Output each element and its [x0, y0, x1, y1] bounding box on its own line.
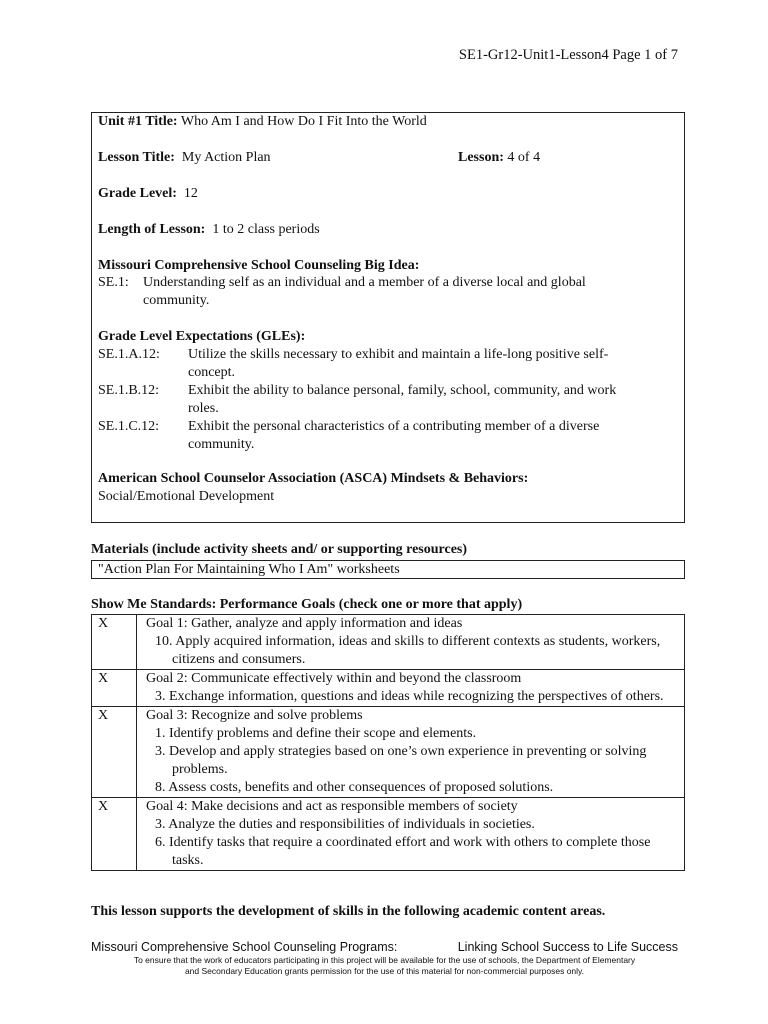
goal-title: Goal 2: Communicate effectively within and beyond the classroom — [146, 671, 522, 686]
grade-level-value: 12 — [183, 186, 198, 201]
table-row — [92, 707, 685, 798]
materials-title: Materials (include activity sheets and/ or supporting resources) — [91, 542, 468, 557]
gle-code: SE.1.A.12: — [98, 347, 160, 362]
footer-tagline: Linking School Success to Life Success — [457, 940, 678, 954]
gle-code: SE.1.B.12: — [98, 383, 160, 398]
unit-title-label: Unit #1 Title: — [98, 114, 178, 129]
grade-level-label: Grade Level: — [98, 186, 177, 201]
asca-label: American School Counselor Association (ASCA) Mindsets & Behaviors: — [98, 471, 529, 486]
materials-box: "Action Plan For Maintaining Who I Am" worksheets — [91, 560, 685, 579]
lesson-length-line — [98, 222, 320, 238]
goal-cell — [137, 798, 685, 871]
performance-goals-table — [91, 614, 685, 871]
footer-note — [91, 955, 678, 976]
grade-level-line — [98, 186, 198, 202]
goal-item: 3. Exchange information, questions and ideas while recognizing the perspectives of others. — [155, 689, 664, 704]
goal-checkmark[interactable]: X — [92, 670, 137, 707]
goal-item: 1. Identify problems and define their scope and elements. — [155, 726, 477, 741]
goal-item: 8. Assess costs, benefits and other consequences of proposed solutions. — [155, 780, 554, 795]
gle-text-cont: community. — [188, 437, 255, 452]
goal-item: 10. Apply acquired information, ideas and skills to different contexts as students, workers, citizens and consumers. — [155, 634, 661, 667]
lesson-number-value: 4 of 4 — [507, 150, 541, 165]
lesson-title-label: Lesson Title: — [98, 150, 175, 165]
lesson-title-line — [98, 150, 271, 166]
goal-checkmark[interactable]: X — [92, 707, 137, 798]
goal-cell — [137, 615, 685, 670]
gle-text-cont: roles. — [188, 401, 219, 416]
gle-label: Grade Level Expectations (GLEs): — [98, 329, 306, 344]
unit-title-line — [98, 114, 427, 130]
footer-note-line: To ensure that the work of educators participating in this project will be available for the use of schools, the Department of Elementary — [133, 955, 636, 965]
gle-text: Utilize the skills necessary to exhibit and maintain a life-long positive self- — [188, 347, 609, 362]
gle-text-cont: concept. — [188, 365, 236, 380]
lesson-length-label: Length of Lesson: — [98, 222, 206, 237]
goal-title: Goal 3: Recognize and solve problems — [146, 708, 363, 723]
footer-program: Missouri Comprehensive School Counseling Programs: — [91, 940, 398, 954]
lesson-info-box — [91, 112, 685, 523]
lesson-number-label: Lesson: — [458, 150, 504, 165]
big-idea-text: Understanding self as an individual and a member of a diverse local and global — [143, 275, 586, 290]
lesson-length-value: 1 to 2 class periods — [212, 222, 320, 237]
goal-item: 3. Analyze the duties and responsibilities of individuals in societies. — [155, 817, 535, 832]
gle-text: Exhibit the ability to balance personal, family, school, community, and work — [188, 383, 617, 398]
goal-cell — [137, 670, 685, 707]
lesson-title-value: My Action Plan — [181, 150, 271, 165]
standards-title: Show Me Standards: Performance Goals (check one or more that apply) — [91, 597, 523, 612]
table-row — [92, 615, 685, 670]
big-idea-label: Missouri Comprehensive School Counseling Big Idea: — [98, 258, 420, 273]
goal-title: Goal 1: Gather, analyze and apply information and ideas — [146, 616, 463, 631]
goal-cell — [137, 707, 685, 798]
asca-value: Social/Emotional Development — [98, 489, 275, 504]
page-reference: SE1-Gr12-Unit1-Lesson4 Page 1 of 7 — [458, 47, 678, 63]
goal-item: 6. Identify tasks that require a coordinated effort and work with others to complete those tasks. — [155, 835, 651, 868]
table-row — [92, 798, 685, 871]
support-statement: This lesson supports the development of skills in the following academic content areas. — [91, 904, 606, 919]
table-row — [92, 670, 685, 707]
goal-title: Goal 4: Make decisions and act as responsible members of society — [146, 799, 518, 814]
unit-title-value: Who Am I and How Do I Fit Into the World — [180, 114, 427, 129]
gle-code: SE.1.C.12: — [98, 419, 160, 434]
footer-bar — [91, 940, 678, 954]
goal-item: 3. Develop and apply strategies based on one’s own experience in preventing or solving problems. — [155, 744, 647, 777]
big-idea-text-cont: community. — [143, 293, 210, 308]
lesson-number-line — [458, 150, 540, 166]
big-idea-code: SE.1: — [98, 275, 129, 290]
gle-text: Exhibit the personal characteristics of a contributing member of a diverse — [188, 419, 600, 434]
footer-note-line: and Secondary Education grants permission for the use of this material for non-commercial purposes only. — [184, 965, 585, 976]
goal-checkmark[interactable]: X — [92, 615, 137, 670]
goal-checkmark[interactable]: X — [92, 798, 137, 871]
